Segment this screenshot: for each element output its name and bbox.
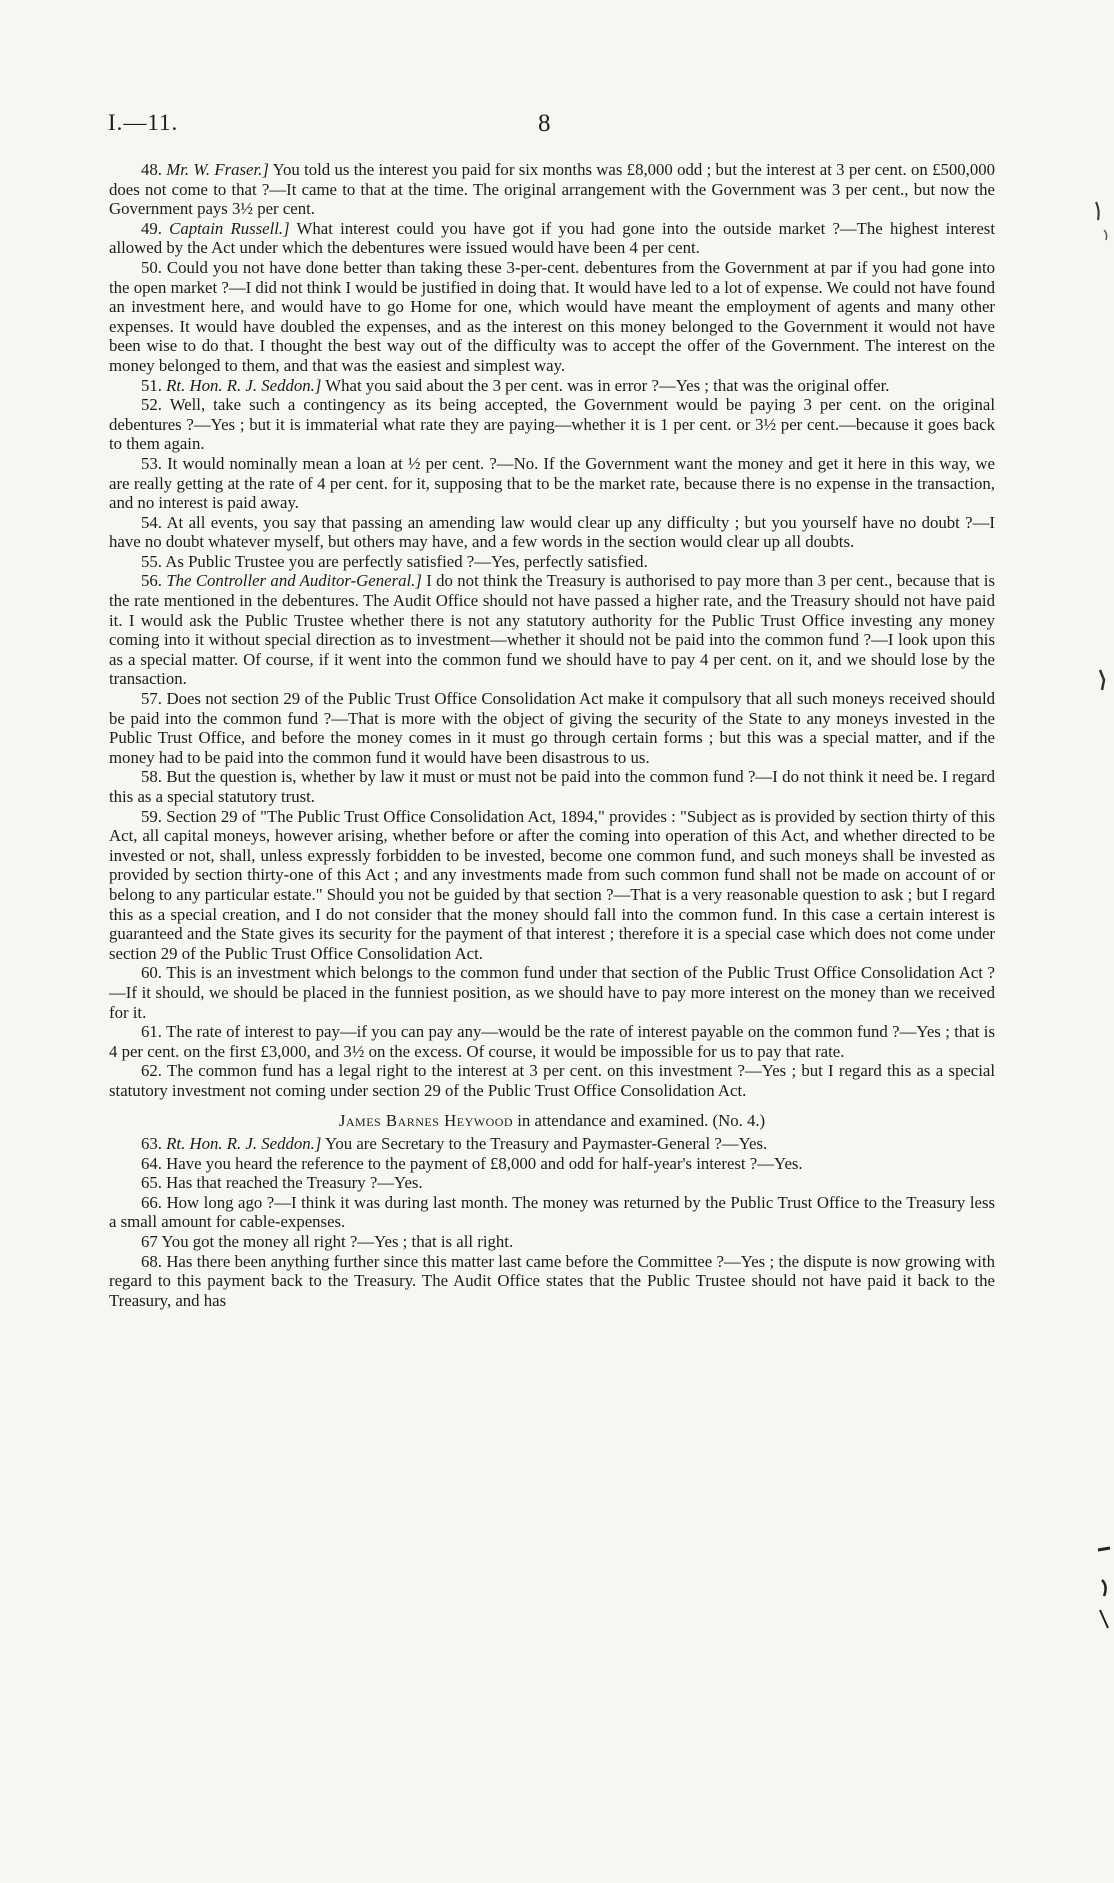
question-text: It would nominally mean a loan at ½ per cent. ?—No. If the Government want the money and get it here in this way, we are really getting at the rate of 4 per cent. for it, supposing that to be the market rate, because there is no expense in the transaction, and no interest is paid away. [109,453,996,513]
question-text: The common fund has a legal right to the interest at 3 per cent. on this investment ?—Yes ; but I regard this as a special statutory investment not coming under section 29 of the Public Trust Office Consolidation Act. [109,1061,996,1100]
question-text: Does not section 29 of the Public Trust Office Consolidation Act make it compulsory that all such moneys received should be paid into the common fund ?—That is more with the object of giving the security of the State to any moneys invested in the Public Trust Office, and before the money comes in it must go through certain forms ; but this was a special matter, and if the money had to be paid into the common fund it would have been disastrous to us. [109,689,995,767]
question-text: Could you not have done better than taking these 3-per-cent. debentures from the Government at par if you had gone into the open market ?—I did not think I would be justified in doing that. It would have led to a lot of expense. We could not have found an investment here, and would have to go Home for one, which would have meant the employment of agents and many other expenses. It would have doubled the expenses, and as the interest on this money belonged to the Government it would not have been wise to do that. I thought the best way out of the difficulty was to accept the offer of the Government. The interest on the money belonged to them, and that was the easiest and simplest way. [109,257,995,375]
question-paragraph [109,1022,995,1061]
question-paragraph [109,1061,995,1100]
speaker-name: Rt. Hon. R. J. Seddon.] [166,1134,322,1154]
question-paragraph [109,552,995,572]
speaker-name: Mr. W. Fraser.] [166,160,269,179]
question-number: 49. [141,218,170,238]
question-number: 60. [141,963,167,983]
question-text: Have you heard the reference to the payment of £8,000 and odd for half-year's interest ?—Yes. [166,1153,803,1173]
question-text: At all events, you say that passing an amending law would clear up any difficulty ; but you yourself have no doubt ?—I have no doubt whatever myself, but others may have, and a few words in the section would clear up all doubts. [109,512,996,552]
question-number: 56. [141,571,167,591]
question-number: 66. [141,1192,167,1212]
question-paragraph [109,258,995,376]
question-paragraph [109,1232,995,1252]
question-text: Has there been anything further since this matter last came before the Committee ?—Yes ; the dispute is now growing with regard to this payment back to the Treasury. The Audit Office states that the Public Trustee should not have paid it back to the Treasury, and has [109,1251,996,1310]
question-paragraph [109,513,995,552]
witness-name: James Barnes Heywood [338,1110,514,1130]
question-paragraph [109,1193,995,1232]
speaker-name: The Controller and Auditor-General.] [166,571,422,591]
question-number: 55. [141,551,166,571]
question-text: The rate of interest to pay—if you can pay any—would be the rate of interest payable on the common fund ?—Yes ; that is 4 per cent. on the first £3,000, and 3½ on the excess. Of course, it would be impossible for us to pay that rate. [109,1022,995,1061]
question-number: 62. [141,1061,167,1081]
scan-edge-marks [1090,190,1114,710]
question-paragraph [109,963,995,1022]
question-number: 59. [141,806,167,826]
examination-block-2 [109,1134,995,1310]
question-text: You told us the interest you paid for six months was £8,000 odd ; but the interest at 3 per cent. on £500,000 does not come to that ?—It came to that at the time. The original arrangement with the Government was 3 per cent., but now the Government pays 3½ per cent. [109,160,996,219]
question-paragraph [109,1154,995,1174]
question-number: 52. [141,395,170,415]
heading-text: in attendance and examined. (No. 4.) [513,1110,766,1130]
question-number: 53. [141,453,168,473]
speaker-name: Rt. Hon. R. J. Seddon.] [166,375,322,395]
question-text: This is an investment which belongs to the common fund under that section of the Public Trust Office Consolidation Act ?—If it should, we should be placed in the funniest position, as we should have to pay more interest on the money than we received for it. [109,963,995,1022]
examination-block-1 [109,160,995,1101]
question-number: 57. [141,689,167,709]
question-number: 67 [141,1232,162,1252]
question-paragraph [109,767,995,806]
question-text: Has that reached the Treasury ?—Yes. [166,1173,423,1193]
question-paragraph [109,219,995,258]
question-number: 48. [141,160,167,179]
question-text: How long ago ?—I think it was during last month. The money was returned by the Public Trust Office to the Treasury less a small amount for cable-expenses. [109,1192,996,1232]
question-number: 63. [141,1134,167,1154]
paper-reference: I.—11. [108,110,179,135]
question-number: 64. [141,1153,167,1173]
question-text: But the question is, whether by law it must or must not be paid into the common fund ?—I do not think it need be. I regard this as a special statutory trust. [109,767,995,806]
page-number: 8 [538,110,551,137]
question-paragraph [109,454,995,513]
question-number: 61. [141,1022,167,1042]
page-header [108,110,1008,144]
speaker-name: Captain Russell.] [169,218,290,238]
question-text: I do not think the Treasury is authorised to pay more than 3 per cent., because that is the rate mentioned in the debentures. The Audit Office should not have passed a higher rate, and the Treasury should not have paid it. I would ask the Public Trustee whether there is not any statutory authority for the Public Trust Office investing any money coming into it without special direction as to investment—whether it should not be paid into the common fund ?—I look upon this as a special matter. Of course, if it went into the common fund we should have to pay 4 per cent. on it, and we should lose by the transaction. [109,571,995,689]
question-number: 65. [141,1173,167,1193]
question-paragraph [109,376,995,396]
question-text: What you said about the 3 per cent. was in error ?—Yes ; that was the original offer. [321,375,890,395]
question-paragraph [109,807,995,964]
question-paragraph [109,689,995,767]
question-text: Section 29 of "The Public Trust Office Consolidation Act, 1894," provides : "Subject as is provided by section thirty of this Act, all capital moneys, however arising, whether before or after the coming into operation of this Act, and whether directed to be invested or not, shall, unless expressly forbidden to be invested, become one common fund, and such moneys shall be invested as provided by section thirty-one of this Act ; and any investments made from such common fund shall not be made on account of or belong to any particular estate." Should you not be guided by that section ?—That is a very reasonable question to ask ; but I regard this as a special creation, and I do not consider that the money should fall into the common fund. In this case a certain interest is guaranteed and the State gives its security for the payment of that interest ; therefore it is a special case which does not come under section 29 of the Public Trust Office Consolidation Act. [109,806,995,963]
question-text: What interest could you have got if you had gone into the outside market ?—The highest interest allowed by the Act under which the debentures were issued would have been 4 per cent. [109,218,996,258]
document-body [109,160,995,1310]
question-paragraph [109,395,995,454]
question-text: You got the money all right ?—Yes ; that is all right. [161,1232,514,1252]
question-number: 58. [141,767,167,787]
question-text: Well, take such a contingency as its being accepted, the Government would be paying 3 per cent. on the original debentures ?—Yes ; but it is immaterial what rate they are paying—whether it is 1 per cent. or 3½ per cent.—because it goes back to them again. [109,395,995,454]
scan-edge-marks-lower [1094,1540,1114,1630]
question-number: 68. [141,1251,167,1271]
question-number: 50. [141,257,167,277]
question-paragraph [109,160,995,219]
question-paragraph [109,1252,995,1311]
question-text: As Public Trustee you are perfectly satisfied ?—Yes, perfectly satisfied. [165,551,648,571]
question-paragraph [109,1134,995,1154]
question-text: You are Secretary to the Treasury and Paymaster-General ?—Yes. [321,1134,768,1154]
question-number: 51. [141,375,167,395]
question-number: 54. [141,512,167,532]
question-paragraph [109,1173,995,1193]
question-paragraph [109,571,995,689]
section-heading [109,1111,995,1131]
